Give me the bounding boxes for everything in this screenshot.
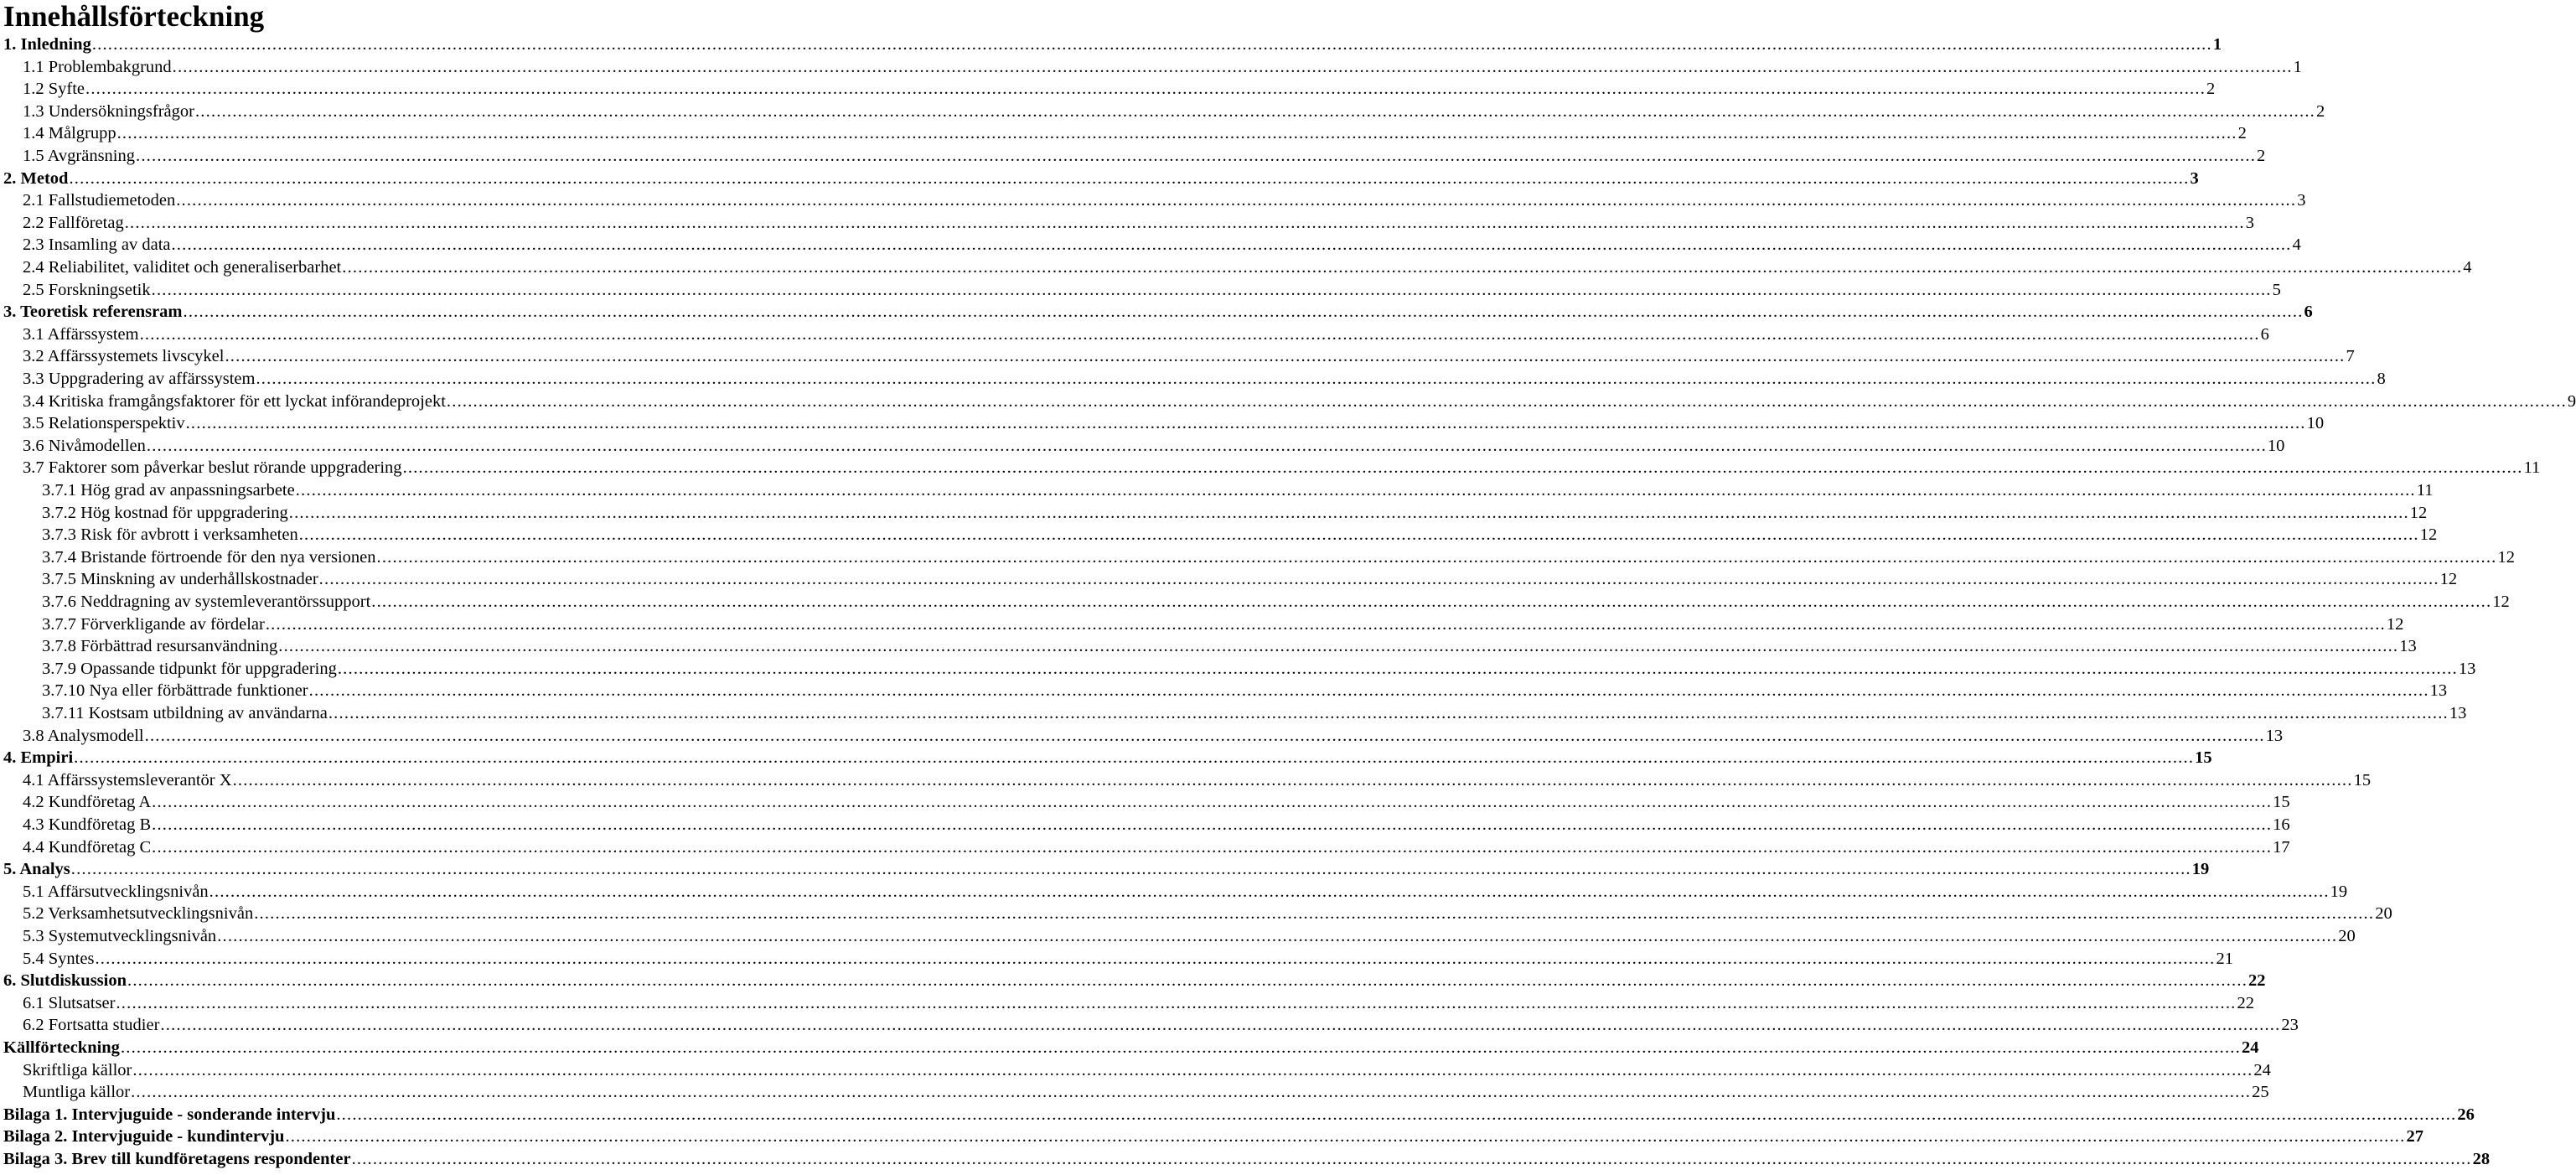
toc-entry-page-number: 15 bbox=[2195, 748, 2212, 768]
toc-dot-leader: ................................................................................................................................................................................................................................................................................................................................................................................................................ bbox=[342, 258, 2463, 277]
toc-dot-leader: ................................................................................................................................................................................................................................................................................................................................................................................................................ bbox=[127, 971, 2248, 991]
toc-entry-page-number: 17 bbox=[2273, 837, 2290, 857]
toc-entry[interactable] bbox=[0, 613, 2404, 636]
toc-dot-leader: ................................................................................................................................................................................................................................................................................................................................................................................................................ bbox=[295, 481, 2416, 500]
toc-entry-label: 3.7.7 Förverkligande av fördelar bbox=[42, 614, 265, 634]
toc-dot-leader: ................................................................................................................................................................................................................................................................................................................................................................................................................ bbox=[152, 815, 2273, 834]
toc-entry-label: 1.1 Problembakgrund bbox=[23, 57, 172, 76]
toc-dot-leader: ................................................................................................................................................................................................................................................................................................................................................................................................................ bbox=[318, 570, 2439, 589]
toc-entry-label: 3.7.3 Risk för avbrott i verksamheten bbox=[42, 525, 298, 545]
toc-entry[interactable] bbox=[0, 279, 2281, 302]
toc-entry[interactable] bbox=[0, 1104, 2475, 1126]
toc-entry-label: 1. Inledning bbox=[3, 35, 91, 54]
toc-entry[interactable] bbox=[0, 970, 2266, 992]
toc-entry-label: Källförteckning bbox=[3, 1038, 120, 1057]
toc-entry-page-number: 20 bbox=[2375, 904, 2392, 924]
toc-dot-leader: ................................................................................................................................................................................................................................................................................................................................................................................................................ bbox=[183, 303, 2304, 322]
toc-entry-page-number: 7 bbox=[2346, 347, 2355, 366]
toc-dot-leader: ................................................................................................................................................................................................................................................................................................................................................................................................................ bbox=[69, 168, 2190, 188]
toc-dot-leader: ................................................................................................................................................................................................................................................................................................................................................................................................................ bbox=[144, 726, 2265, 745]
toc-dot-leader: ................................................................................................................................................................................................................................................................................................................................................................................................................ bbox=[351, 1150, 2472, 1168]
toc-entry-page-number: 3 bbox=[2297, 191, 2306, 210]
toc-entry[interactable] bbox=[0, 992, 2254, 1015]
toc-entry-page-number: 13 bbox=[2429, 681, 2448, 701]
toc-entry-label: 2.1 Fallstudiemetoden bbox=[23, 191, 176, 210]
toc-dot-leader: ................................................................................................................................................................................................................................................................................................................................................................................................................ bbox=[328, 704, 2449, 722]
toc-entry-label: 5. Analys bbox=[3, 860, 70, 879]
toc-entry-page-number: 12 bbox=[2439, 570, 2458, 589]
toc-dot-leader: ................................................................................................................................................................................................................................................................................................................................................................................................................ bbox=[139, 324, 2260, 344]
toc-entry-label: 5.3 Systemutvecklingsnivån bbox=[23, 927, 217, 945]
toc-entry-label: 2.3 Insamling av data bbox=[23, 236, 171, 255]
toc-entry[interactable] bbox=[0, 145, 2266, 168]
toc-entry[interactable] bbox=[0, 301, 2313, 324]
toc-dot-leader: ................................................................................................................................................................................................................................................................................................................................................................................................................ bbox=[371, 593, 2492, 611]
toc-entry-label: 5.1 Affärsutvecklingsnivån bbox=[23, 882, 209, 901]
toc-entry[interactable] bbox=[0, 791, 2290, 814]
toc-dot-leader: ................................................................................................................................................................................................................................................................................................................................................................................................................ bbox=[146, 436, 2267, 455]
toc-entry-page-number: 19 bbox=[2330, 882, 2348, 901]
toc-dot-leader: ................................................................................................................................................................................................................................................................................................................................................................................................................ bbox=[232, 770, 2353, 789]
toc-entry-page-number: 10 bbox=[2267, 436, 2285, 455]
toc-dot-leader: ................................................................................................................................................................................................................................................................................................................................................................................................................ bbox=[160, 1016, 2281, 1035]
toc-entry-page-number: 6 bbox=[2260, 324, 2269, 344]
toc-entry[interactable] bbox=[0, 702, 2467, 725]
toc-entry[interactable] bbox=[0, 524, 2438, 546]
toc-entry[interactable] bbox=[0, 1014, 2299, 1037]
toc-dot-leader: ................................................................................................................................................................................................................................................................................................................................................................................................................ bbox=[376, 547, 2497, 567]
toc-dot-leader: ................................................................................................................................................................................................................................................................................................................................................................................................................ bbox=[185, 414, 2306, 433]
toc-entry-label: 3.1 Affärssystem bbox=[23, 324, 139, 344]
toc-entry-label: 3.6 Nivåmodellen bbox=[23, 436, 146, 455]
toc-entry-page-number: 4 bbox=[2292, 236, 2301, 255]
toc-entry-label: 3.7.10 Nya eller förbättrade funktioner bbox=[42, 681, 308, 701]
toc-entry-page-number: 9 bbox=[2567, 391, 2576, 411]
toc-entry-label: 6.1 Slutsatser bbox=[23, 993, 116, 1012]
toc-dot-leader: ................................................................................................................................................................................................................................................................................................................................................................................................................ bbox=[85, 80, 2206, 99]
toc-dot-leader: ................................................................................................................................................................................................................................................................................................................................................................................................................ bbox=[225, 347, 2346, 366]
toc-entry-page-number: 22 bbox=[2248, 971, 2266, 991]
toc-entry[interactable] bbox=[0, 479, 2434, 502]
toc-entry[interactable] bbox=[0, 546, 2515, 569]
toc-entry-label: 3.7.2 Hög kostnad för uppgradering bbox=[42, 503, 288, 522]
toc-entry[interactable] bbox=[0, 881, 2348, 903]
toc-entry-label: 1.2 Syfte bbox=[23, 80, 85, 99]
toc-dot-leader: ................................................................................................................................................................................................................................................................................................................................................................................................................ bbox=[171, 236, 2292, 255]
toc-entry-page-number: 3 bbox=[2190, 168, 2199, 188]
toc-entry[interactable] bbox=[0, 1148, 2491, 1171]
toc-entry-page-number: 2 bbox=[2237, 124, 2247, 143]
toc-entry[interactable] bbox=[0, 1081, 2269, 1104]
toc-dot-leader: ................................................................................................................................................................................................................................................................................................................................................................................................................ bbox=[172, 57, 2293, 76]
toc-entry[interactable] bbox=[0, 769, 2372, 792]
toc-entry-page-number: 11 bbox=[2416, 481, 2434, 500]
toc-entry-label: 4.3 Kundföretag B bbox=[23, 815, 152, 834]
toc-dot-leader: ................................................................................................................................................................................................................................................................................................................................................................................................................ bbox=[116, 993, 2237, 1012]
toc-dot-leader: ................................................................................................................................................................................................................................................................................................................................................................................................................ bbox=[336, 1105, 2457, 1124]
toc-entry-label: 5.4 Syntes bbox=[23, 949, 95, 968]
toc-entry-label: 3.5 Relationsperspektiv bbox=[23, 414, 185, 433]
toc-entry[interactable] bbox=[0, 189, 2306, 212]
toc-entry-label: 3.4 Kritiska framgångsfaktorer för ett lyckat införandeprojekt bbox=[23, 391, 446, 411]
toc-dot-leader: ................................................................................................................................................................................................................................................................................................................................................................................................................ bbox=[288, 503, 2409, 522]
toc-entry-label: Bilaga 1. Intervjuguide - sonderande intervju bbox=[3, 1105, 336, 1124]
toc-dot-leader: ................................................................................................................................................................................................................................................................................................................................................................................................................ bbox=[265, 614, 2386, 634]
toc-entry[interactable] bbox=[0, 122, 2247, 145]
toc-entry-label: 3.7.5 Minskning av underhållskostnader bbox=[42, 570, 318, 589]
toc-dot-leader: ................................................................................................................................................................................................................................................................................................................................................................................................................ bbox=[131, 1083, 2252, 1102]
toc-entry-page-number: 23 bbox=[2281, 1016, 2299, 1035]
toc-entry-page-number: 16 bbox=[2273, 815, 2290, 834]
page-title: Innehållsförteckning bbox=[3, 0, 265, 33]
toc-entry[interactable] bbox=[0, 34, 2222, 56]
toc-entry[interactable] bbox=[0, 457, 2541, 479]
toc-entry[interactable] bbox=[0, 925, 2356, 948]
toc-entry-label: Bilaga 2. Intervjuguide - kundintervju bbox=[3, 1127, 285, 1147]
toc-entry-label: 3.7.6 Neddragning av systemleverantörssupport bbox=[42, 593, 371, 611]
toc-entry[interactable] bbox=[0, 680, 2448, 702]
toc-entry-page-number: 5 bbox=[2272, 280, 2281, 299]
toc-dot-leader: ................................................................................................................................................................................................................................................................................................................................................................................................................ bbox=[95, 949, 2216, 968]
toc-entry-page-number: 25 bbox=[2252, 1083, 2269, 1102]
toc-entry-label: 2.4 Reliabilitet, validitet och generaliserbarhet bbox=[23, 258, 342, 277]
toc-entry[interactable] bbox=[0, 168, 2199, 190]
toc-entry-page-number: 6 bbox=[2304, 303, 2313, 322]
toc-entry-page-number: 12 bbox=[2386, 614, 2404, 634]
toc-dot-leader: ................................................................................................................................................................................................................................................................................................................................................................................................................ bbox=[337, 659, 2458, 678]
toc-dot-leader: ................................................................................................................................................................................................................................................................................................................................................................................................................ bbox=[152, 837, 2273, 857]
toc-entry-page-number: 26 bbox=[2457, 1105, 2475, 1124]
toc-entry-label: 2.2 Fallföretag bbox=[23, 213, 124, 232]
toc-entry-label: 1.5 Avgränsning bbox=[23, 147, 136, 165]
toc-entry[interactable] bbox=[0, 635, 2417, 658]
toc-entry-page-number: 10 bbox=[2306, 414, 2325, 433]
toc-entry[interactable] bbox=[0, 903, 2392, 925]
toc-entry-page-number: 22 bbox=[2237, 993, 2254, 1012]
toc-entry-label: 2.5 Forskningsetik bbox=[23, 280, 151, 299]
toc-entry-label: 3.2 Affärssystemets livscykel bbox=[23, 347, 225, 366]
toc-entry-page-number: 28 bbox=[2472, 1150, 2491, 1168]
toc-entry[interactable] bbox=[0, 1126, 2423, 1148]
toc-entry-page-number: 20 bbox=[2338, 927, 2356, 945]
toc-entry-label: 3.7.9 Opassande tidpunkt för uppgradering bbox=[42, 659, 337, 678]
toc-entry-page-number: 11 bbox=[2523, 458, 2541, 478]
toc-entry-label: 3.3 Uppgradering av affärssystem bbox=[23, 370, 256, 388]
toc-entry-page-number: 15 bbox=[2273, 793, 2290, 812]
toc-entry-label: 1.3 Undersökningsfrågor bbox=[23, 101, 194, 121]
toc-dot-leader: ................................................................................................................................................................................................................................................................................................................................................................................................................ bbox=[136, 147, 2257, 165]
toc-entry[interactable] bbox=[0, 368, 2386, 391]
toc-entry-label: 3.7.11 Kostsam utbildning av användarna bbox=[42, 704, 328, 722]
toc-dot-leader: ................................................................................................................................................................................................................................................................................................................................................................................................................ bbox=[116, 124, 2237, 143]
toc-entry-page-number: 1 bbox=[2212, 35, 2222, 54]
toc-entry-page-number: 12 bbox=[2409, 503, 2428, 522]
toc-entry-label: 4.1 Affärssystemsleverantör X bbox=[23, 770, 232, 789]
toc-dot-leader: ................................................................................................................................................................................................................................................................................................................................................................................................................ bbox=[209, 882, 2330, 901]
toc-entry[interactable] bbox=[0, 435, 2285, 458]
toc-dot-leader: ................................................................................................................................................................................................................................................................................................................................................................................................................ bbox=[152, 793, 2273, 812]
toc-entry[interactable] bbox=[0, 101, 2325, 123]
toc-entry[interactable] bbox=[0, 212, 2254, 235]
toc-entry-label: 3.8 Analysmodell bbox=[23, 726, 144, 745]
toc-entry[interactable] bbox=[0, 658, 2476, 681]
toc-dot-leader: ................................................................................................................................................................................................................................................................................................................................................................................................................ bbox=[151, 280, 2272, 299]
toc-dot-leader: ................................................................................................................................................................................................................................................................................................................................................................................................................ bbox=[74, 748, 2195, 768]
toc-entry[interactable] bbox=[0, 502, 2428, 525]
toc-dot-leader: ................................................................................................................................................................................................................................................................................................................................................................................................................ bbox=[308, 681, 2429, 701]
toc-entry-page-number: 4 bbox=[2463, 258, 2472, 277]
toc-entry[interactable] bbox=[0, 1037, 2259, 1059]
toc-entry-label: 6.2 Fortsatta studier bbox=[23, 1016, 160, 1035]
toc-entry-label: Skriftliga källor bbox=[23, 1060, 132, 1079]
toc-entry-page-number: 21 bbox=[2216, 949, 2233, 968]
toc-entry[interactable] bbox=[0, 591, 2510, 613]
toc-entry[interactable] bbox=[0, 948, 2233, 971]
toc-entry[interactable] bbox=[0, 256, 2472, 279]
toc-entry[interactable] bbox=[0, 814, 2290, 836]
toc-entry-page-number: 12 bbox=[2497, 547, 2515, 567]
toc-entry-page-number: 27 bbox=[2406, 1127, 2423, 1147]
toc-entry-page-number: 13 bbox=[2399, 637, 2417, 656]
toc-entry[interactable] bbox=[0, 345, 2355, 368]
toc-entry[interactable] bbox=[0, 725, 2284, 748]
toc-entry[interactable] bbox=[0, 324, 2269, 346]
toc-entry-label: 5.2 Verksamhetsutvecklingsnivån bbox=[23, 904, 254, 924]
toc-dot-leader: ................................................................................................................................................................................................................................................................................................................................................................................................................ bbox=[256, 370, 2377, 388]
toc-dot-leader: ................................................................................................................................................................................................................................................................................................................................................................................................................ bbox=[446, 391, 2567, 411]
toc-entry-label: 1.4 Målgrupp bbox=[23, 124, 116, 143]
toc-entry[interactable] bbox=[0, 747, 2212, 769]
toc-dot-leader: ................................................................................................................................................................................................................................................................................................................................................................................................................ bbox=[132, 1060, 2253, 1079]
toc-entry[interactable] bbox=[0, 1059, 2271, 1082]
toc-entry-page-number: 13 bbox=[2449, 704, 2467, 722]
toc-dot-leader: ................................................................................................................................................................................................................................................................................................................................................................................................................ bbox=[278, 637, 2399, 656]
toc-entry-page-number: 2 bbox=[2206, 80, 2216, 99]
toc-entry-label: 4.4 Kundföretag C bbox=[23, 837, 152, 857]
toc-dot-leader: ................................................................................................................................................................................................................................................................................................................................................................................................................ bbox=[120, 1038, 2241, 1057]
toc-entry-label: 3.7.4 Bristande förtroende för den nya versionen bbox=[42, 547, 376, 567]
toc-entry-label: 3.7.8 Förbättrad resursanvändning bbox=[42, 637, 278, 656]
toc-entry[interactable] bbox=[0, 568, 2458, 591]
toc-entry[interactable] bbox=[0, 56, 2302, 79]
toc-entry-label: 3.7 Faktorer som påverkar beslut rörande uppgradering bbox=[23, 458, 402, 478]
toc-entry-page-number: 8 bbox=[2377, 370, 2386, 388]
toc-entry[interactable] bbox=[0, 858, 2210, 881]
toc-dot-leader: ................................................................................................................................................................................................................................................................................................................................................................................................................ bbox=[176, 191, 2297, 210]
toc-dot-leader: ................................................................................................................................................................................................................................................................................................................................................................................................................ bbox=[285, 1127, 2406, 1147]
toc-entry-label: Bilaga 3. Brev till kundföretagens respondenter bbox=[3, 1150, 351, 1168]
toc-entry-page-number: 12 bbox=[2492, 593, 2510, 611]
toc-dot-leader: ................................................................................................................................................................................................................................................................................................................................................................................................................ bbox=[70, 860, 2191, 879]
toc-entry-label: 2. Metod bbox=[3, 168, 69, 188]
toc-dot-leader: ................................................................................................................................................................................................................................................................................................................................................................................................................ bbox=[402, 458, 2523, 478]
toc-entry-page-number: 13 bbox=[2265, 726, 2284, 745]
toc-entry-label: 6. Slutdiskussion bbox=[3, 971, 127, 991]
toc-dot-leader: ................................................................................................................................................................................................................................................................................................................................................................................................................ bbox=[217, 927, 2338, 945]
toc-entry-label: 3.7.1 Hög grad av anpassningsarbete bbox=[42, 481, 295, 500]
toc-entry-label: 4.2 Kundföretag A bbox=[23, 793, 152, 812]
toc-dot-leader: ................................................................................................................................................................................................................................................................................................................................................................................................................ bbox=[91, 35, 2212, 54]
toc-dot-leader: ................................................................................................................................................................................................................................................................................................................................................................................................................ bbox=[194, 101, 2315, 121]
toc-entry-page-number: 2 bbox=[2315, 101, 2325, 121]
toc-dot-leader: ................................................................................................................................................................................................................................................................................................................................................................................................................ bbox=[254, 904, 2375, 924]
toc-entry[interactable] bbox=[0, 234, 2301, 256]
toc-dot-leader: ................................................................................................................................................................................................................................................................................................................................................................................................................ bbox=[124, 213, 2245, 232]
toc-entry-page-number: 1 bbox=[2293, 57, 2302, 76]
toc-entry[interactable] bbox=[0, 78, 2216, 101]
toc-entry-page-number: 24 bbox=[2241, 1038, 2259, 1057]
toc-entry-page-number: 19 bbox=[2191, 860, 2210, 879]
toc-entry-page-number: 24 bbox=[2253, 1060, 2271, 1079]
toc-entry-page-number: 15 bbox=[2353, 770, 2372, 789]
toc-entry-label: Muntliga källor bbox=[23, 1083, 131, 1102]
toc-entry-page-number: 2 bbox=[2257, 147, 2266, 165]
toc-entry-page-number: 3 bbox=[2245, 213, 2254, 232]
toc-entry-label: 4. Empiri bbox=[3, 748, 74, 768]
toc-entry[interactable] bbox=[0, 412, 2325, 435]
toc-entry-label: 3. Teoretisk referensram bbox=[3, 303, 183, 322]
toc-dot-leader: ................................................................................................................................................................................................................................................................................................................................................................................................................ bbox=[298, 525, 2419, 545]
toc-entry[interactable] bbox=[0, 836, 2290, 859]
toc-entry-page-number: 12 bbox=[2419, 525, 2438, 545]
toc-entry[interactable] bbox=[0, 391, 2576, 413]
toc-entry-page-number: 13 bbox=[2458, 659, 2476, 678]
